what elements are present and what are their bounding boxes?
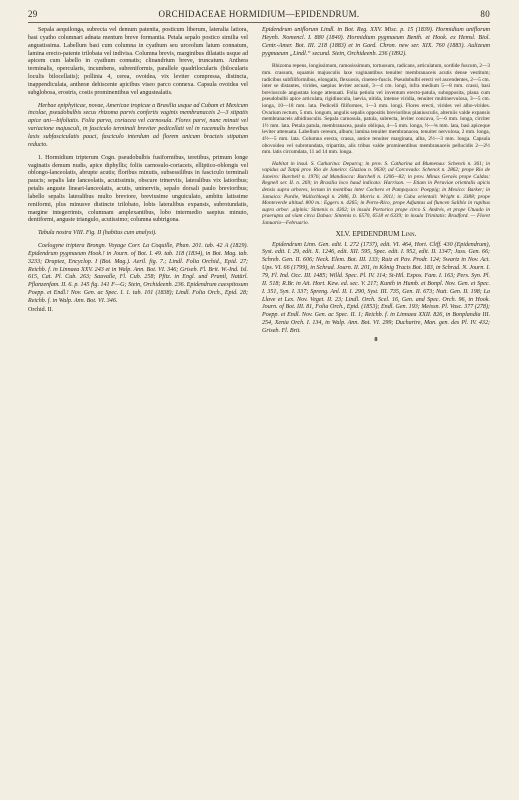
synonymy: Coelogyne triptera Brongn. Voyage Corr. La Coquille, Phan. 201. tab. 42 A (1829). Epidendrum pygmaeum Hook.! in Journ. of Bot. I. 49. tab. 118 (1834), in Bot. Mag. tab. 3233; Drapiez, Encyclop. I (Bot. Mag.). Aeril. fig. 7.; Lindl. Folia Orchid., Epid. 27; Reichb. f. in Linnaea XXV. 243 et in Walp. Ann. Bot. VI. 346; Griseb. Fl. Brit. W.-Ind. Isl. 615, Cat. Pl. Cub. 263; Sauvalle, Fl. Cub. 258; Pfitz. in Engl. und Prantl, Natürl. Pflanzenfam. II. 6. p. 145 fig. 141 F—G; Stein, Orchideenb. 236. Epidendrum caespitosum Poepp. et Endl.! Nov. Gen. ac Spec. I. 1. tab. 101 (1838); Lindl. Folia Orch., Epid. 28; Reichb. f. in Walp. Ann. Bot. VI. 346. [28,243,248,304]
plate-reference: Tabula nostra VIII. Fig. II (habitus cum analysi). [38,230,157,237]
page-number-right: 80 [480,9,490,19]
signature-number: 8 [374,335,378,343]
running-title: ORCHIDACEAE HORMIDIUM—EPIDENDRUM. [158,9,360,19]
section-heading: XLV. EPIDENDRUM Linn. [335,229,417,238]
right-column [262,27,490,343]
genus-habit: Herbae epiphyticae, novae, Americae tropicae a Brasilia usque ad Cubam et Mexicum incolae, pseudobulbis secus rhizoma parvis confertis vaginis membranaceis 2—3 stipatis apice uni—bifoliatis. Folia parva, coriacea vel carnosula. Flores parvi, nunc minuti vel variacione majusculi, in fasciculo terminali breviter pedicellati vel in racemulis brevibus laxis subfasciculatis pauci, fasciculo interdum ad florem unicum bracteis stipatum reducto. [28,102,248,148]
page-number-left: 29 [28,9,38,19]
header-rule [28,22,490,23]
genus-synonymy: Epidendrum Linn. Gen. edit. I. 272 (1737), edit. VI. 464, Hort. Cliff. 430 (Epidendrum), Syst. edit. I. 29, edit. X. 1246, edit. XII. 595, Spec. edit. I. 952, edit. II. 1347; Juss. Gen. 66; Schreb. Gen. II. 606; Neck. Elem. Bot. III. 133; Ruiz et Pav. Prodr. 124; Swartz in Nov. Act. Ups. VI. 66 (1799), in Schrad. Journ. II. 201, in Kõnig Tracts Bot. 183, in Schrad. N. Journ. I. 79, Fl. Ind. Occ. III. 1485; Willd. Spec. Pl. IV. 114; St-Hil. Expos. Fam. I. 163; Pers. Syn. Pl. II. 518; R.Br. in Ait. Hort. Kew. ed. sec. V. 217; Kunth in Humb. et Bonpl. Nov. Gen. et Spec. I. 351, Syn. I. 337; Spreng. Anl. II. I. 290, Syst. III. 735, Gen. II. 673; Nutt. Gen. II. 198; La Llave et Lex. Nov. Veget. II. 23; Lindl. Orch. Scel. 16, Gen. and Spec. Orch. 96, in Hook. Journ. of Bot. III. 81, Folia Orch., Epid. (1853); Endl. Gen. 193; Meissn. Pl. Vasc. 377 (278); Poepp. et Endl. Nov. Gen. ac Spec. II. 1; Reichb. f. in Linnaea XXII. 826, in Bonplandia III. 254, Xenia Orch. I. 134, in Walp. Ann. Bot. VI. 299; Duchartre, Man. gen. des Pl. IV. 432; Griseb. Fl. Brit. [262,241,490,334]
habitat-paragraph: Habitat in insul. S. Catharina: Deparcq; in prov. S. Catharina ad Blumenau: Schenck n. 361; in vapidus ad Tatpú prov. Rio de Janeiro: Glaziou n. 9630; ad Corcovado: Schenck n. 2862; prope Rio de Janeiro: Burchell n. 1976; ad Mandiocca: Burchell n. 1206—82; in prov. Minas Geraës prope Caldas: Regnell ser. II. n. 269; in Brasilia loco haud indicato: Harrison. — Etiam in Peruviae orientalis apicis densis supra arbores, lectum in montibus inter Cochero et Pampayaco: Poeppig; in Mexico: Barker; in Jamaica: Purdie, Wullschlaegl n. 2086, D. Morris n. 3011; in Cuba orientali: Wright n. 3388; prope Monteverde altitud. 800 m.: Eggers n. 4265; in Porto-Rico, prope Adjuntas ad fluncen Saliblo in rupibus supra arbor. ,alpinis: Sintenis n. 4302; in insula Portorico prope circo S. Andrés, et prope Utuado in praerupta ad viam circa Dabao: Sintenis n. 6570, 6518 et 6339; in insula Trinitatis: Bradford. — Floret Januario—Februario. [262,160,490,227]
species-description: 1. Hormidium tripterum Cogn. pseudobulbis fusiformibus, teretibus, primum longe vaginatis demum nudis, apice diphyllis; foliis carnosulo-coriaceis, elliptico-oblongis vel oblongo-lanceolatis, abrupte acutis; floribus minutis, subsessilibus in fasciculo terminali paucis; sepalis late lanceolatis, acutissimis, obscure trinerviis, lateralibus vix latioribus; petalis anguste lineari-lanceolatis, acutis, uninerviis, sepalo dorsali paulo brevioribus; labello sepalis lateralibus multo breviore, breviusime unguiculato, ambitu latissime reniformi, plus minusve distincte trilobato, lobis lateralibus expansis, subrotundatis, margine integerrimis, columnam amplexantibus, lobo intermedio saepius minuto, dentiformi, anguste triangulo, acutissimo; columna subtrigona. [28,154,248,224]
species-detail-description: Rhizoma repens, longissimum, ramosissimum, tortuosum, radicans, articulatum, sordide fuscum, 2—3 mm. crassum, squamis majusculis laxe vaginantibus tenuiter membranaceis acutis dense vestitum; radicibus subfiliformibus, elongatis, flexuosis, cinereo-fuscis. Pseudobulbi erecti vel ascendentes, 2—5 cm. inter se distantes, virides, saepius leviter arcuati, 3—4 cm. longi, infra medium 5—8 mm. crassi, basi breviuscule angustata longe attenuati. Folia petiola vel inventum erecto-patula, subopposita, plana cum pseudobulbi apice articulata, rigidiuscula, laevia, nitida, intense viridia, tenuiter multinervulosa, 3—5 cm. longa, 10—18 mm. lata. Pedicelli filiformes, 1—3 mm. longi. Flores erecti, virides vel albo-virides. Ovarium rectum, 5 mm. longum, angulis sepalis oppositis brevioribus planiusculis, alterniis valde expansis membranaceis albidiusculis. Sepala carnosula, patula, subrecta, leviter concava, 5—6 mm. longa, circiter 1½ mm. lata. Petala patula, membranacea, paulo obliqua, 4—5 mm. longa, ½—¾ mm. lata, basi apiceque leviter attenuata. Labellum cereum, album; lamina tenuiter membranacea, tenuiter nervulosa, 2 mm. longa, 4½—5 mm. lata. Columna erecta, crassa, antice tenuiter marginata, alba, 2½—3 mm. longa. Capsula obovoidea vel subrotundata, tripartita, alis tribus valde prominentibus membranaceis pellucidis 2—2½ mm. latis circumdata, 11 ad 14 mm. longa. [262,63,491,156]
genus-description: Sepala aequilonga, subrecta vel demum patentia, posticum liberum, lateralia latiora, basi cyatho columnari adnata mentum breve formantia. Petala sepalo postico similia vel angustissima. Labellum basi cum columna in cyathum seu urceolum latum connatum, lamina erecto-patente trilobata vel indivisa. Columna brevis, marginibus dilatatis usque ad apicem cum labello in cyathum connatis; clinandrium breve, truncatum. Anthera terminalis, opercularis, incumbens, subreniformis, parallele quadrilocularis (bilocularis loculis bilocellatis); pollinia 4, cerea, ovoidea, vix leviter compressa, distincta, inappendiculata, antheræ dehiscente apicibus viseo parco connexa. Capsula ovoidea vel subglobosa, erostris, costis prominentibus vel angustealatis. [28,27,248,96]
signature-mark: Orchid. II. [28,306,54,313]
left-column [28,27,248,315]
synonymy-continued: Epidendrum uniflorum Lindl. in Bot. Reg. XXV. Misc. p. 15 (1839). Hormidium uniflorum Heynh. Nomencl. I. 880 (1840). Hormidium pygmaeum Benth. et Hook. ex Hemsl. Biol. Centr.-Amer. Bot. III. 218 (1883) et in Gard. Chron. new ser. XIX. 760 (1883). Aulizeum pygmaeum „Lindl.“ secund. Stein, Orchideenb. 236 (1892). [262,27,490,57]
running-header [28,9,490,21]
